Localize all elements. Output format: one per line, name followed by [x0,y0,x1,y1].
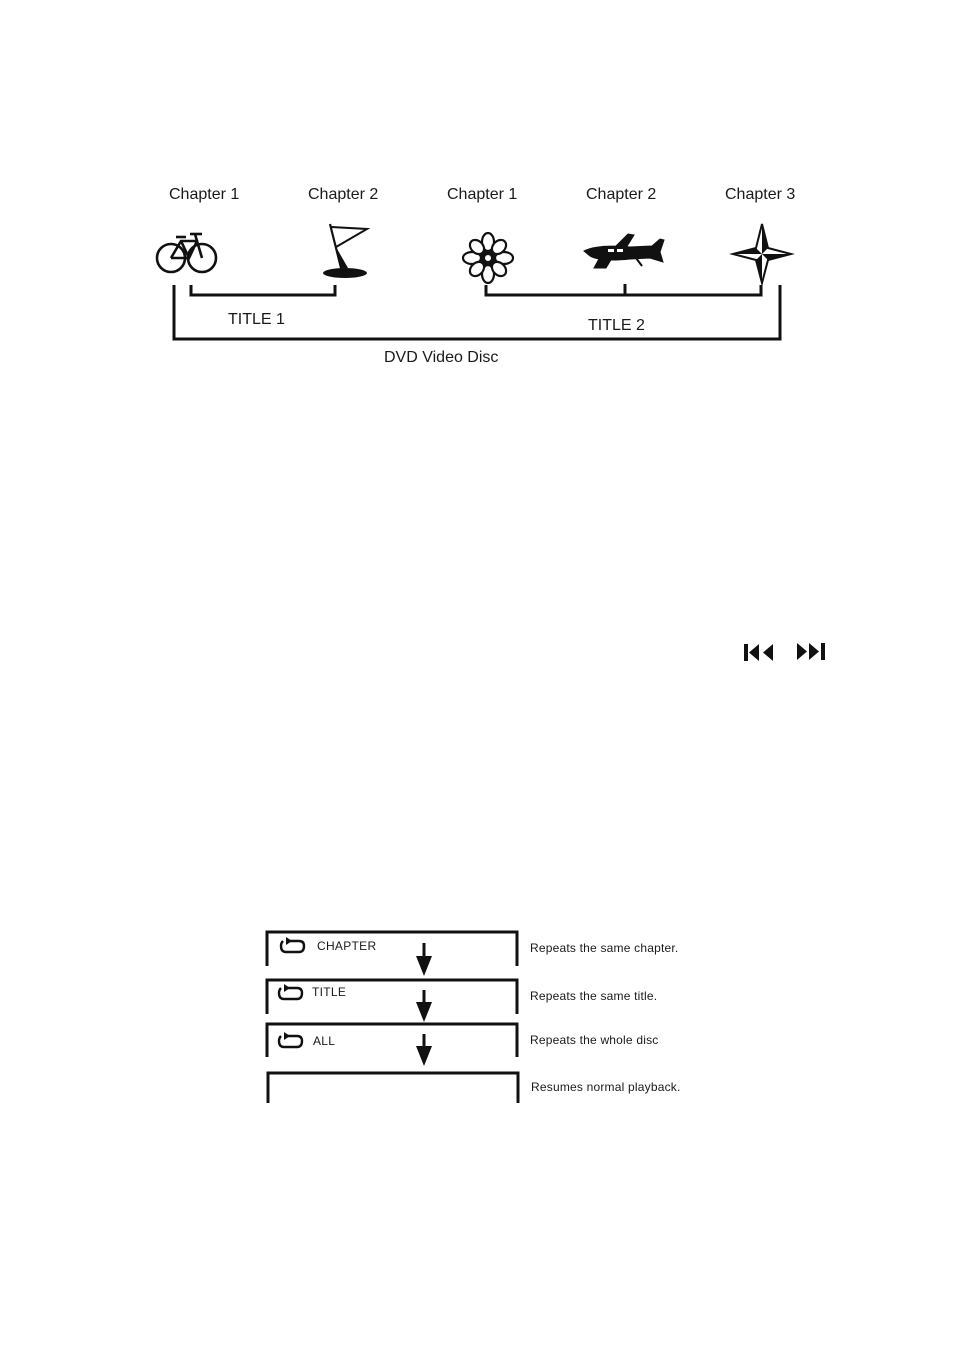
chapter-label: Chapter 3 [725,186,796,203]
compass-star-icon [733,224,791,283]
down-arrow-icon [416,1034,432,1066]
chapter-label: Chapter 2 [586,186,657,203]
repeat-description: Repeats the same chapter. [530,941,679,955]
repeat-box-all [267,1024,517,1057]
down-arrow-icon [416,990,432,1022]
repeat-mode-label: TITLE [312,985,347,999]
chapter-label: Chapter 1 [447,186,518,203]
chapter-label: Chapter 1 [169,186,240,203]
repeat-description: Repeats the same title. [530,989,658,1003]
down-arrow-icon [416,943,432,976]
repeat-box-title [267,980,517,1014]
repeat-mode-label: ALL [313,1034,336,1048]
chapter-label: Chapter 2 [308,186,379,203]
golf-flag-icon [323,224,367,278]
skip-previous-icon [744,644,773,661]
repeat-description: Resumes normal playback. [531,1080,681,1094]
flower-icon [463,233,513,283]
repeat-mode-label: CHAPTER [317,939,377,953]
skip-next-icon [797,643,825,660]
disc-label: DVD Video Disc [384,349,499,366]
repeat-icon [281,937,304,952]
bicycle-icon [157,234,216,272]
repeat-description: Repeats the whole disc [530,1033,659,1047]
repeat-icon [279,1032,302,1047]
title2-label: TITLE 2 [588,317,645,334]
repeat-box-off [268,1073,518,1103]
repeat-box-chapter [267,932,517,966]
title1-label: TITLE 1 [228,311,285,328]
airplane-icon [584,234,664,268]
title1-bracket [191,285,335,295]
repeat-icon [279,984,302,999]
title2-bracket [486,284,761,295]
